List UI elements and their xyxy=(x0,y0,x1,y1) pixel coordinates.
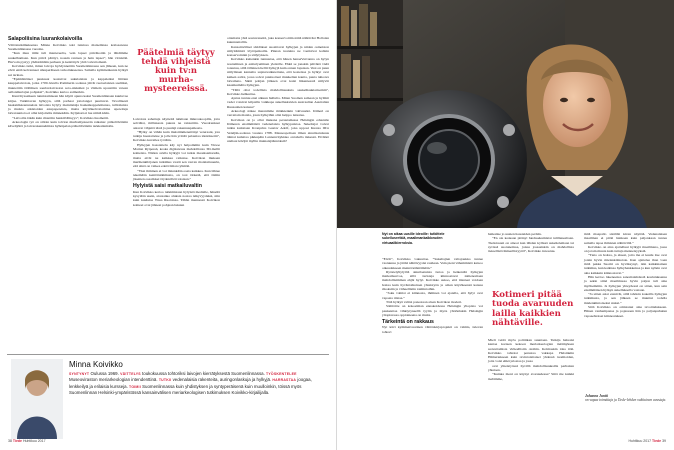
paragraph: Arkeologi näkee merenmme mökkienkin vahvuudet. Itämeri on verrattain matala, joten hylkyihin olisi helppo tutustua. xyxy=(227,109,329,118)
bio-label: VÄITTELYS xyxy=(120,372,141,376)
subhead-love: Tärkeintä on rakkaus xyxy=(382,318,434,325)
paragraph: Ryöstelyhylyiltä ainutlaatuista tietoa ja heikentää hylkyjen matkailuarvoa, sillä turisteja kiinnostavat nimenomaan mahdollisimman ehjät hylyt. Koivikko uskoo, että tilanteet voidaan hoitaa kuin hyväntahtoinen yhteistyön ja oman käytöksensä kanssa rikoksiin ja virheellisiin toimintoihin. xyxy=(382,269,483,292)
paragraph: Laivoista sahattuja näytteitä tutkitaan mikroskoopilla, jotta selviäisi, millaisesta puusta ne veistettiin. Vuosirenkaat antavat vihjeitä iästä ja puulaji rakennuspaikasta. xyxy=(133,117,220,130)
paragraph: ottamatta yhtä soutuveneitä, joka konservoitiin näitä nähtäväsi Hollolan kuunnantallin. xyxy=(227,36,329,45)
page-number: 38 xyxy=(8,439,12,443)
left-column-1 xyxy=(8,36,128,129)
photo-caption: Nyt on aikaa uusille ideoille: tutkittele sukellusretkiä, maailmankaikkeuden virtuaalikierroksia. xyxy=(382,232,445,245)
author-role: on vapaa toimittaja ja Tiede-lehden vakituinen avustaja. xyxy=(585,398,667,403)
paragraph: Kun Koivikko kertoo tutkimistaan hylyistä medialle, häneltä kysytään usein, aiotaanko aluksia nostaa näkyvyydeksi, niin kuin kuuluisa Wasa Ruotsissa. Tähän mennessä Koivikon kohteet ovat jääneet pohjaan lukuun xyxy=(133,189,220,207)
right-column-1 xyxy=(382,257,483,334)
subhead-tourism: Hylyistä saisi matkailuvaltin xyxy=(133,182,202,189)
magazine-name: Tiede xyxy=(652,439,662,443)
paragraph: Koivikko kuitenkin tunnustaa, että hänen hanaaVarvanna on hylyn nostaminen ja esittelyeminen yleisölle. Ehkä se jonakin päivänä vielä toteutuu, sillä tällainen hellii hylkyjä kuin onnen lapsiaan. Vesi on puun säilymisen kannalta supisavaikutettuna, että kosteissa ja hylkyt ovat kaiken aallot, jossa soivat puutuotteet muukelien kautta, puuta tuhoava laivamato. Sikäi pohjan jälkeen ovat kalat liikenteestä säilyvät kaasikumätta hylkyjen. xyxy=(227,57,329,88)
paragraph: mitä maapallo sisältää kiven näyttää. Vedenalaisen maailman ei pitää lainkaan kuin paljonkaan tuntea samalla tapaa ihmisten nähtävillä.” xyxy=(584,232,667,245)
paragraph: Koivikko tutki, miten laivoja hyödynnettiin Suomenlinnassa sen jälkeen, kun ne eivät enää kelvanneet alkuperäiseen tarkoitukseensa. Samalla kymmenkunta hylkyä sai tarinan. xyxy=(8,64,128,77)
paragraph: haikailee jo uusien haasteiden perään. xyxy=(488,232,542,236)
paragraph: ovat yhteistyössä hyvillä mahdollisuuksilla parhaiten yhteisen. xyxy=(488,363,574,373)
right-column-2-top xyxy=(488,232,574,253)
paragraph: Mieli vetää myös politiikan suuntaan. Tutkija haluaisi kantaa korteen kekoon meriarkeologian tietämyksen saavuttamista virheellisiin oloihin. Kolmaskin idea itää. Koivikko tahtoisi perustaa vakkapa Helsinkiin Hämeriekseen kuin ravintolaitaiset yhdessä tuomioiden, joita voisi ehkä jalostaa ja jossa xyxy=(488,338,574,364)
left-column-3 xyxy=(227,36,329,143)
bio-text xyxy=(69,371,319,395)
footer-right xyxy=(600,439,666,443)
page-number: 39 xyxy=(662,439,666,443)
bio-value: vedenalaisia rakenteita, auringonlaskuja ja hylkyjä. xyxy=(172,377,272,383)
paragraph: Sittä Koivikko on omistanut aina tavoittelukseen. Hänen vanhempansa ja pojassaan hän ja paljonpuhutun vapaaehtoiset kiinnostukset. xyxy=(584,305,667,318)
magazine-name: Tiede xyxy=(12,439,22,443)
paragraph: Kansainväliset säädökset suosittavat hylkyjen ja niiden osineiston säilyttämistä löytöpaikoilla. Pinnan tuotuina ne vaatisivat kallein konservoinnin ja säilytyksen. xyxy=(227,44,329,58)
bio-name: Minna Koivikko xyxy=(69,360,123,369)
paragraph: ”Tällä olisi todellisia mahdollisuuksia saukelhaukiarisemin”, Koivikko hehkuttaa. xyxy=(227,87,329,96)
paragraph: ”Kun muu tiimi tuli mantereelta, vein lapset päiväkotiin ja lähdimme saukelhamaan. Kun päivä päättyi, nousin rantaan ja hain lapset”, hän virnistää. Harvoin pystyy yhdistämään perheen ja kenttätyöt yhtä vaivattomasti. xyxy=(8,51,128,64)
portrait-photo-icon xyxy=(337,0,674,228)
paragraph: ”Hylky on vähän kuin muistiinmenettänyt veteraani, jota tutkija haastattelee ja jolle hän yrittää palauttaa identiteetin”, Koivikko kuvailee työtään. xyxy=(133,129,220,143)
bio-label: TUTKII xyxy=(158,378,172,383)
portrait-thumbnail-icon xyxy=(11,359,63,439)
bio-label: SYNTYNYT xyxy=(69,372,90,376)
bio-value: toukokuussa tohtoriksi laivojen kierrätyksestä Suomenlinnassa. xyxy=(142,371,265,376)
left-column-2 xyxy=(133,117,220,207)
paragraph: Ajatus tuntuu ensi alkuun hullulta. Miten Suomen samean ja hylmät vedet voisivat kilpailla vaikkapa sukelluskuvien austraalian Australian Ruusaahen kanssa? xyxy=(227,96,329,109)
pullquote-left: Päätelmiä täytyy tehdä vihjeistä kuin tv:n murhamysteereissä. xyxy=(137,47,215,94)
right-column-3 xyxy=(584,232,667,318)
paragraph: Hän kertoo lakeneensa sanomalehdestä koulutuksensa ja sekin siinä maailmassa hyvin paljon tuli aina myöhemmin. Ja hylkyjen yhteydessä on sitten, kun sain ensimmäisen hylkyn sukelluksella vastaan. xyxy=(584,274,667,292)
paragraph: ”Kuinka moni on käynyt avaruudessa? Siitä me kaikki tiedämme, xyxy=(488,372,574,381)
author-name: Johanna Juntti xyxy=(585,394,608,398)
paragraph: Hylkyjen haastattelu käy nyt helpommin kuin Virsoe Marian Rytpessä, koska digikuvaus mahdollistaa 3D-mallit kohteista. Niiden avulla hylkyjä voi tutkia maanisamarulla, mutta eivät ne kaikkea ratkaise. Koivikon mukaan merihenkilöjanen tutkimus vaatii sen verran monitaituuerin, että siinä on vaikea edetä ilman ryhmää. xyxy=(133,142,220,169)
bio-value: Suomenlinnassa kuin yhdistyksen ja syntyperäisenä kuin muulloinkin, töissä myös Suomenlinnan Helsinki-ympäristössä kansainvälisen meriarkeologisen tutkimuksen Koivikko-kirjailijalla. xyxy=(69,383,302,395)
paragraph: Koivikon on jo ollut mukana perustamassa Helsingin edustalle Itämeren ensimmäistä vedenalaista hylkypuistoa. Sukeltajat voivat tutkia kuitataan Kronprins Gustav Adolf, joka upposi Kustaa III:n Venäjän-sodassa vuonna 1788. Mauseopolisen ilman ainutlaatuisuus äiintai kuluttaa pikkupäin Lannanvitykisko ontohalla tiskessä. Eivätkö uteliaat kävijät myllin muinaisjäännöksiä? xyxy=(227,117,329,144)
paragraph: ”Epämääräiset puukasat kostuivat sukulaisista ja kappaleiksi liittäen kauppalaivoista, jotka 1700-luvulla Pommerin sodassa jäivät ruotsalaisten saaliiksi, muutettiin täälläisen saaristolaivaston sota-aluksiksi ja viimein upotettiin veteen aallonmurtajan pohjaksi”, Koivikko kertoo esimerkin. xyxy=(8,77,128,94)
bio-box xyxy=(7,354,329,440)
paragraph: Arkeologin työ on silloin kuin tolvion murhamysteerin ratkaisu: pääteltäväisiin kävelijöitä ja laivarakennelmista hylkäpalan pääteltäväisiin tarkkailemalla. xyxy=(8,120,128,129)
paragraph: Koivikko on aina ajattelluut hylkyjä maailmana, jossa on jotain muuta kuin tuttuja menneisyyksiä. xyxy=(584,244,667,254)
author-signature xyxy=(585,394,667,403)
paragraph: Säätiöitte on kokoelman ennakoidessa Helsingin yliopisto voi paukeuttaa vihkiytyneellä tyylin ja myös yhtiönlukin Helsingin yliopistossa oppiaineena on muita. xyxy=(382,304,483,317)
paragraph: ”Yksi ihminen ei voi mitenkään osata kaikkea. Kun lähtee tekemään kenttätutkimusta, on tosi tärkeää, että tiimin jäsenten osaamiset täydentävät toisiaan.” xyxy=(133,168,220,182)
bio-value: joogaa, lenkkeilyä ja erilaisia kursseja. xyxy=(69,377,312,389)
paragraph: Nyt kävi kymmenvuotinen väittöskirjaprojekti on valmis, tulevan tohtori xyxy=(382,325,483,334)
bio-value: Oulussa 1969. xyxy=(90,371,119,376)
paragraph: Kierrätyssaikeen tunnistamiseen hän käytti apuna kaksi Suomenlinnaan kuuluvaa kirjaa. Tutkittavan hylkyyn, sillä parhaat jottolanget puuttuvat. Tavallisesti haaksirikkoutuneista laivoista hylyty mainitsisija haaksikappaleittensa, tulliolteista ja muista arkistoiden asiapapereista, mutta käyttökelvottomina upotettuja laivarauniota ei ollut kirjoiteltu minnekään. Kyljeissä ei lue nimiä kään. xyxy=(8,94,128,116)
paragraph: ”Eivät”, Koivikko vakuuttaa. ”Sukeltajien valtajoukko tuntee vastuunsa ja jättää nähtävyydet rauhaan. Vain pieni vähemmistö katsoo oikeudekseen mennä kääntämään.” xyxy=(382,257,483,270)
bio-label: TYÖSKENTELEE xyxy=(266,372,297,376)
paragraph: ”Tieto on hoitaa, ja alueet, joita me ei kuulu itse ovat jotain hyvin mielenkiintoisia. Kun ajattelee ihan vaan mitä pakka Suomi on hyväksynyt, niin kaikkinainen tutkimus, kun kaikissa hylkyhankkeissa ja kun nytkin ovat aina kaikkein kiinnostavat.” xyxy=(584,253,667,275)
bio-label: TOIMII xyxy=(129,384,141,389)
footer-left xyxy=(8,439,46,443)
right-column-2-bottom xyxy=(488,338,574,381)
bio-value: Museoviraston meriarkeologian intendenttinä. xyxy=(69,377,158,383)
paragraph: Väitöstutkimuksensa Minna Koivikko teki tutuissa maisemissa kotisaaressa Suomenlinnassa vuosina. xyxy=(8,42,128,51)
pullquote-right: Kotimeri pitää tuoda avaruuden lailla kaikkien nähtäville. xyxy=(492,290,574,329)
paragraph: ”Ja sitten asiat etenivät, sillä tahdoin kokeilla hylkyjen tutkimusta, ja sen jälkeen se muuttui todella mielenkiintoiseksi alaksi.” xyxy=(584,292,667,305)
subhead-detectives: Salapoliisina luurankolaivoilla xyxy=(8,36,83,42)
paragraph: Tätä hylkyä valitsi panostaan alaan Koivikon moderi. xyxy=(386,299,462,304)
paragraph: ”En ole koskaan pitänyt hiedasekumistai tulilleneeltaan. Tiedoissani on ainoat kun lähden kylässä sukeltelemaan tai syvissä suotuneiissa, joissa jossasinkin on mahdollista tieteellistä ihmeellistyyttä”, Koivikko innostuu. xyxy=(488,236,574,254)
paragraph: ”Laivoilta iäkän kuin riisuttiin henkilölliisyys”, Koivikko huomettii. xyxy=(12,115,109,120)
portrait-photo xyxy=(337,0,674,228)
issue-date: Huhtikuu 2017 xyxy=(22,439,46,443)
bio-label: HARRASTAA xyxy=(272,378,297,383)
paragraph: ”Joku vahtisi ei kiinnosta, ihminen voi ajatella, että hylyt ovat vapaata riistaa.” xyxy=(382,291,483,300)
issue-date: Huhtikuu 2017 xyxy=(628,439,652,443)
